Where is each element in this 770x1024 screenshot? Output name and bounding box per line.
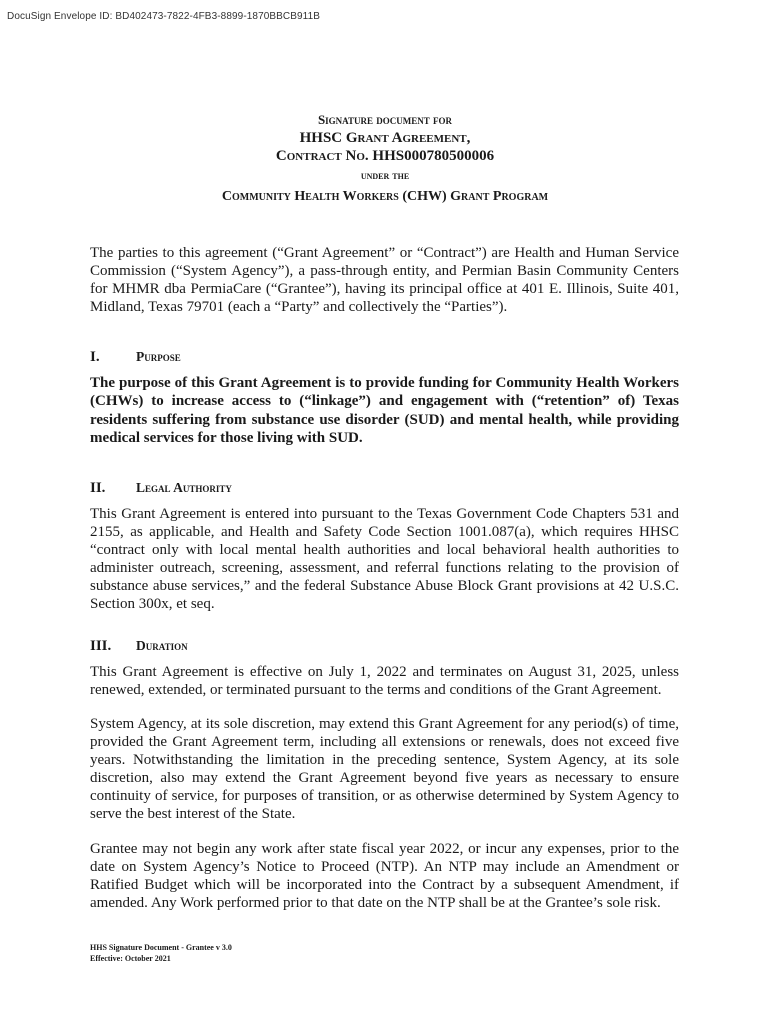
section-title: Duration [136,638,188,653]
section-number: I. [90,349,100,365]
docusign-envelope-id: DocuSign Envelope ID: BD402473-7822-4FB3-8899-1870BBCB911B [7,11,321,22]
page-footer [90,942,232,964]
document-title [0,111,770,206]
title-line-4: under the [360,168,410,182]
section-title: Legal Authority [136,480,232,495]
duration-paragraph-1: This Grant Agreement is effective on July 1, 2022 and terminates on August 31, 2025, unless renewed, extended, or terminated pursuant to the terms and conditions of the Grant Agreement. [90,664,679,698]
section-heading-duration [90,638,188,655]
section-number: II. [90,480,106,496]
section-heading-purpose [90,349,181,366]
title-line-2: HHSC Grant Agreement, [299,130,471,146]
footer-version: HHS Signature Document - Grantee v 3.0 [90,943,232,952]
duration-paragraph-3: Grantee may not begin any work after state fiscal year 2022, or incur any expenses, prior to the date on System Agency’s Notice to Proceed (NTP). An NTP may include an Amendment or Ratified Budget which will be incorporated into the Contract by a subsequent Amendment, if amended. Any Work performed prior to that date on the NTP shall be at the Grantee’s sole risk. [90,841,679,911]
title-line-1: Signature document for [317,112,453,127]
intro-paragraph: The parties to this agreement (“Grant Agreement” or “Contract”) are Health and Human Service Commission (“System Agency”), a pass-through entity, and Permian Basin Community Centers for MHMR dba PermiaCare (“Grantee”), having its principal office at 401 E. Illinois, Suite 401, Midland, Texas 79701 (each a “Party” and collectively the “Parties”). [90,245,679,315]
title-line-3: Contract No. HHS000780500006 [275,148,495,164]
title-line-5: Community Health Workers (CHW) Grant Program [221,189,549,204]
duration-paragraph-2: System Agency, at its sole discretion, may extend this Grant Agreement for any period(s) of time, provided the Grant Agreement term, including all extensions or renewals, does not exceed five years. Notwithstanding the limitation in the preceding sentence, System Agency, at its sole discretion, also may extend the Grant Agreement beyond five years as necessary to ensure continuity of service, for purposes of transition, or as otherwise determined by System Agency to serve the best interest of the State. [90,716,679,822]
legal-authority-paragraph: This Grant Agreement is entered into pursuant to the Texas Government Code Chapters 531 and 2155, as applicable, and Health and Safety Code Section 1001.087(a), which requires HHSC “contract only with local mental health authorities and local behavioral health authorities to administer outreach, screening, assessment, and referral functions relating to the provision of substance abuse services,” and the federal Substance Abuse Block Grant provisions at 42 U.S.C. Section 300x, et seq. [90,506,679,612]
footer-effective-date: Effective: October 2021 [90,954,171,963]
section-number: III. [90,638,112,654]
purpose-paragraph: The purpose of this Grant Agreement is to provide funding for Community Health Workers (CHWs) to increase access to (“linkage”) and engagement with (“retention” of) Texas residents suffering from substance use disorder (SUD) and mental health, while providing medical services for those living with SUD. [90,375,679,446]
section-heading-legal-authority [90,480,232,497]
section-title: Purpose [136,349,181,364]
